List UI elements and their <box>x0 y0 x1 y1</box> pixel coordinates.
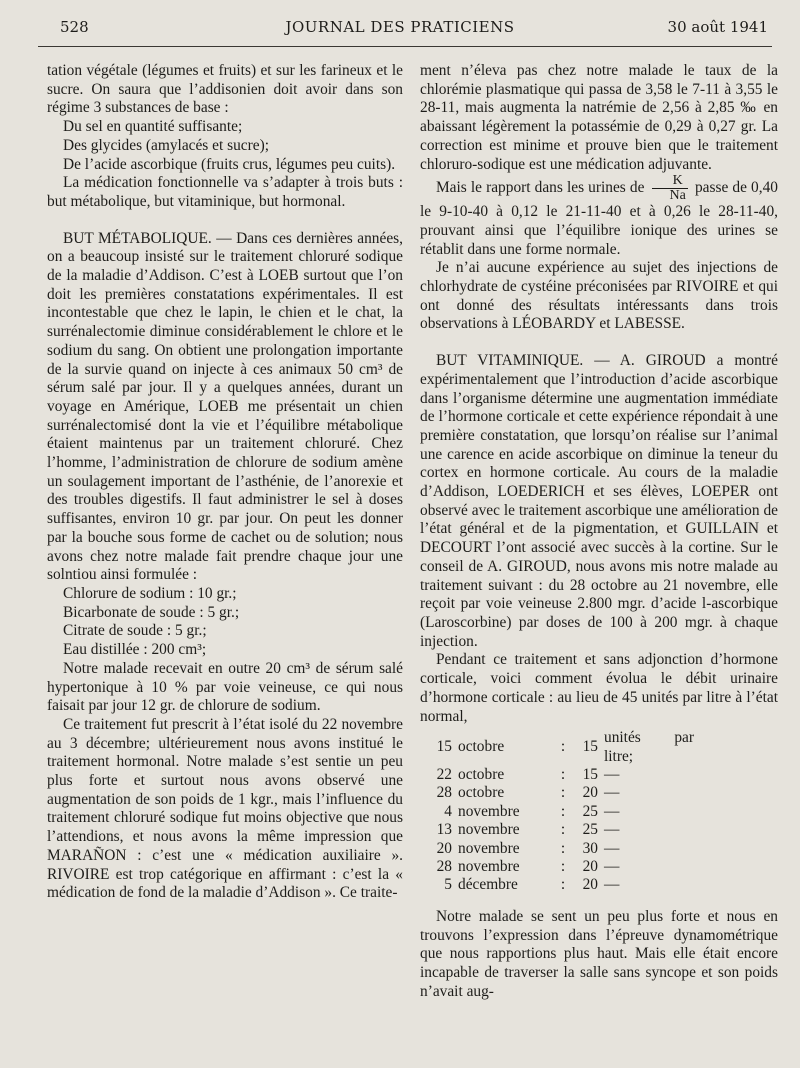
ratio-rest: passe de 0,40 le 9-10-40 à 0,12 le 21-11-40 et à 0,26 le 28-11-40, prouvant ainsi que l’équilibre ionique des urines se rétablit dans une forme normale. <box>420 179 778 258</box>
table-cell: — <box>604 784 620 802</box>
table-row <box>434 729 694 766</box>
table-row <box>434 821 694 839</box>
table-cell: 30 <box>582 839 598 857</box>
urinary-hormone-table <box>434 729 694 895</box>
k-na-fraction <box>652 174 688 203</box>
table-cell: — <box>604 858 620 876</box>
table-cell: novembre <box>458 802 520 820</box>
table-cell: : <box>560 821 566 839</box>
paragraph: Notre malade se sent un peu plus forte et nous en trouvons l’expression dans l’épreuve dynamométrique que nous rapportions plus haut. Mais elle était encore incapable de traverser la salle sans syncope et son poids n’avait aug- <box>420 907 778 1000</box>
fraction-denominator: Na <box>669 188 686 204</box>
table-cell: : <box>560 858 566 876</box>
table-cell: 13 <box>436 821 452 839</box>
header-rule <box>38 46 772 47</box>
table-cell: 4 <box>444 802 452 820</box>
table-cell: — <box>604 839 620 857</box>
table-cell: 25 <box>582 802 598 820</box>
formula-line: Citrate de soude : 5 gr.; <box>63 622 207 640</box>
table-cell: : <box>560 784 566 802</box>
table-cell: : <box>560 766 566 784</box>
paragraph: Je n’ai aucune expérience au sujet des injections de chlorhydrate de cystéine préconisées par RIVOIRE et qui ont donné des résultats intéressants dans trois observations à LÉOBARDY et LABESSE. <box>420 259 778 333</box>
ratio-intro: Mais le rapport dans les urines de <box>436 179 645 197</box>
table-cell: 5 <box>444 876 452 894</box>
table-cell: 15 <box>436 738 452 756</box>
table-cell: : <box>560 839 566 857</box>
formula-line: Chlorure de sodium : 10 gr.; <box>63 584 237 602</box>
table-cell: octobre <box>458 784 505 802</box>
section-but-vitaminique: BUT VITAMINIQUE. — A. GIROUD a montré expérimentalement que l’introduction d’acide ascorbique dans l’organisme détermine une augmentation immédiate de l’hormone corticale et cette expérience répondait à une première constatation, que lorsqu’on réalise sur l’animal une carence en acide ascorbique on diminue la teneur du cortex en hormone corticale. Au cours de la maladie d’Addison, LOEDERICH et ses élèves, LOEPER ont observé avec le traitement ascorbique une amélioration de l’état général et de la pigmentation, et GUILLAIN et DECOURT l’ont associé avec succès à la cortine. Sur le conseil de A. GIROUD, nous avons mis notre malade au traitement suivant : du 28 octobre au 21 novembre, elle reçoit par voie veineuse 2.800 mgr. d’acide l-ascorbique (Laroscorbine) par doses de 100 à 200 mgr. à chaque injection. <box>420 352 778 650</box>
table-row <box>434 784 694 802</box>
left-column <box>47 62 403 903</box>
table-cell: : <box>560 876 566 894</box>
table-cell: 28 <box>436 858 452 876</box>
paragraph: Notre malade recevait en outre 20 cm³ de sérum salé hypertonique à 10 % par voie veineuse, ce qui nous faisait par jour 12 gr. de chlorure de sodium. <box>47 659 403 715</box>
paragraph: Ce traitement fut prescrit à l’état isolé du 22 novembre au 3 décembre; ultérieurement nous avons institué le traitement hormonal. Notre malade s’est sentie un peu plus forte et surtout nous avons observé une augmentation de son poids de 1 kgr., mais l’influence du traitement chloruré sodique fut moins objective que nous l’attendions, et nous avons la même impression que MARAÑON : c’est une « médication auxiliaire ». RIVOIRE est trop catégorique en affirmant : c’est la « médication de fond de la maladie d’Addison ». Ce traite- <box>47 715 403 902</box>
table-cell: novembre <box>458 821 520 839</box>
journal-title: JOURNAL DES PRATICIENS <box>285 18 515 36</box>
table-cell: novembre <box>458 858 520 876</box>
section-but-metabolique: BUT MÉTABOLIQUE. — Dans ces dernières années, on a beaucoup insisté sur le traitement chloruré sodique de la maladie d’Addison. C’est à LOEB surtout que l’on doit les premières constatations expérimentales. Il est incontestable que chez le lapin, le chien et le chat, la surrénalectomie diminue considérablement le chlore et le sodium du sang. On obtient une prolongation importante de la survie quand on injecte à ces animaux 50 cm³ de sérum salé par jour. Il y a quelques années, durant un voyage en Amérique, LOEB me présentait un chien surrénalectomisé dont la vie et l’équilibre métabolique étaient maintenus par un traitement chloruré. Chez l’homme, l’administration de chlorure de sodium amène un soulagement important de l’asthénie, de l’anorexie et des troubles digestifs. Il faut administrer le sel à doses suffisantes, environ 10 gr. par jour. On peut les donner par la bouche sous forme de cachet ou de solution; nous avons chez notre malade fait prendre chaque jour une solntiou ainsi formulée : <box>47 229 403 584</box>
table-cell: octobre <box>458 766 505 784</box>
ratio-paragraph <box>420 174 778 259</box>
table-row <box>434 840 694 858</box>
fraction-numerator: K <box>652 174 688 189</box>
table-cell: : <box>560 738 566 756</box>
paragraph: ment n’éleva pas chez notre malade le taux de la chlorémie plasmatique qui passa de 3,58 le 7-11 à 3,55 le 28-11, mais augmenta la natrémie de 2,56 à 2,85 ‰ en abaissant légèrement la potassémie de 0,29 à 0,27 gr. La correction est minime et prouve bien que le traitement chloruro-sodique est une médication adjuvante. <box>420 62 778 173</box>
paragraph: Pendant ce traitement et sans adjonction d’hormone corticale, voici comment évolua le débit urinaire d’hormone corticale : au lieu de 45 unités par litre à l’état normal, <box>420 651 778 725</box>
paragraph: La médication fonctionnelle va s’adapter à trois buts : but métabolique, but vitaminique, but hormonal. <box>47 174 403 210</box>
running-header <box>0 18 800 42</box>
table-cell: — <box>604 766 620 784</box>
list-item: De l’acide ascorbique (fruits crus, légumes peu cuits). <box>63 155 396 173</box>
table-cell: 22 <box>436 766 452 784</box>
table-cell: 25 <box>582 821 598 839</box>
right-column <box>420 62 778 1001</box>
table-cell: — <box>604 876 620 894</box>
table-cell: — <box>604 802 620 820</box>
table-cell: unités par litre; <box>604 729 694 765</box>
table-cell: 28 <box>436 784 452 802</box>
table-cell: 20 <box>436 839 452 857</box>
formula-line: Eau distillée : 200 cm³; <box>63 641 207 659</box>
list-item: Des glycides (amylacés et sucre); <box>63 136 269 154</box>
table-cell: : <box>560 802 566 820</box>
table-cell: — <box>604 821 620 839</box>
table-cell: novembre <box>458 839 520 857</box>
table-cell: 20 <box>582 784 598 802</box>
issue-date: 30 août 1941 <box>667 18 768 36</box>
list-item: Du sel en quantité suffisante; <box>63 118 243 136</box>
table-row <box>434 766 694 784</box>
table-cell: 15 <box>582 766 598 784</box>
formula-line: Bicarbonate de soude : 5 gr.; <box>63 603 240 621</box>
page-number: 528 <box>60 18 89 36</box>
table-cell: décembre <box>458 876 518 894</box>
table-cell: 20 <box>582 858 598 876</box>
paragraph: tation végétale (légumes et fruits) et sur les farineux et le sucre. On saura que l’addisonien doit avoir dans son régime 3 substances de base : <box>47 62 403 117</box>
table-row <box>434 876 694 894</box>
table-cell: octobre <box>458 738 505 756</box>
table-row <box>434 803 694 821</box>
table-cell: 15 <box>582 738 598 756</box>
table-row <box>434 858 694 876</box>
table-cell: 20 <box>582 876 598 894</box>
